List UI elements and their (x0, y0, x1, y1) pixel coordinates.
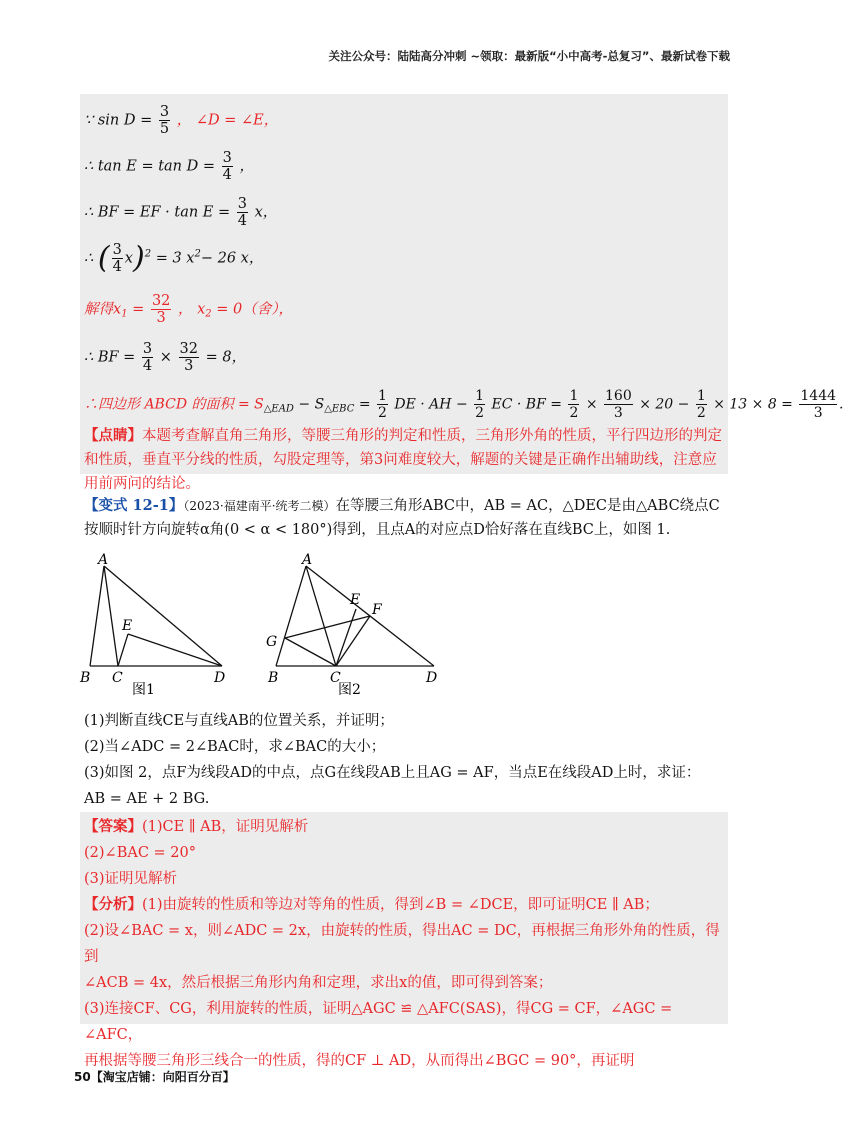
page-footer: 50【淘宝店铺：向阳百分百】 (74, 1070, 235, 1084)
problem-statement: 【变式 12-1】（2023·福建南平·统考二模）在等腰三角形ABC中，AB = AC，△DEC是由△ABC绕点C 按顺时针方向旋转α角(0 < α < 180°)得到，且点A的对应点D恰好落在直线BC上，如图 1. (84, 497, 720, 538)
problem-questions (84, 708, 726, 812)
fig1-label-D: D (214, 670, 226, 686)
fig1-segment-ED (128, 634, 222, 666)
solution-line-6: ∴ BF = $\frac{3}{4}$ × $\frac{32}{3}$ = 8， (84, 341, 247, 374)
page-header: 关注公众号：陆陆高分冲刺 ~领取：最新版“小中高考-总复习”、最新试卷下载 (328, 49, 730, 63)
solution-line-7: ∴四边形 ABCD 的面积 = $S_{\triangle EAD} - S_{\triangle EBC}$ = $\frac{1}{2}$ DE · AH − $\frac{1}{2}$ EC · BF = $\frac{1}{2}$ × $\frac{160}{3}$ × 20 − $\frac{1}{2}$ × 13 × 8 = $\frac{1444}{3}$ (84, 388, 837, 421)
question-1: (1)判断直线CE与直线AB的位置关系，并证明； (84, 713, 394, 729)
solution-line-3: ∴ BF = EF · tan E = $\frac{3}{4}$ x， (84, 196, 278, 229)
fig2-label-C: C (330, 670, 341, 686)
fig2-label-B: B (268, 670, 279, 686)
fig2-segment-AC (306, 566, 336, 666)
question-3b: AB = AE + 2 BG. (84, 791, 210, 807)
answer-section: 【答案】(1)CE ∥ AB，证明见解析 (2)∠BAC = 20° (3)证明见解析 (84, 818, 309, 887)
fig1-label-A: A (98, 552, 109, 568)
fig1-caption: 图1 (132, 682, 155, 698)
analysis-section: 【分析】(1)由旋转的性质和等边对等角的性质，得到∠B = ∠DCE，即可证明CE ∥ AB； (2)设∠BAC = x，则∠ADC = 2x，由旋转的性质，得出AC = DC，再根据三角形外角的性质，得到 ∠ACB = 4x，然后根据三角形内角和定理，求出x的值，即可得到答案； (3)连接CF、CG，利用旋转的性质，证明△AGC ≌ △AFC(SAS)，得CG = CF，∠AGC = ∠AFC， 再根据等腰三角形三线合一的性质，得的CF ⊥ AD，从而得出∠BGC = 90°，再证明 (84, 896, 720, 1069)
solution-line-2: ∴ tan E = tan D = $\frac{3}{4}$ ， (84, 150, 254, 183)
fig2-label-G: G (266, 634, 278, 650)
fig2-label-F: F (372, 602, 382, 618)
fig1-segment-AB (90, 566, 104, 666)
solution-line-5: 解得$x_1$ = $\frac{32}{3}$ ， $x_2 = 0$（舍）， (84, 293, 294, 326)
question-3a: (3)如图 2，点F为线段AD的中点，点G在线段AB上且AG = AF，当点E在线段AD上时，求证： (84, 765, 701, 781)
fig1-segment-AC (104, 566, 118, 666)
fig2-segment-CE (336, 609, 356, 666)
fig1-label-E: E (122, 618, 133, 634)
fig1-label-B: B (80, 670, 91, 686)
fig1-segment-AD (104, 566, 222, 666)
fig1-segment-CE (118, 634, 128, 666)
fig1-label-C: C (112, 670, 123, 686)
question-2: (2)当∠ADC = 2∠BAC时，求∠BAC的大小； (84, 739, 386, 755)
solution-line-4: ∴ ( $\frac{3}{4}$ x)$^2$ = 3 $x^2- 26$ x， (84, 240, 264, 276)
fig2-label-E: E (350, 592, 361, 608)
fig2-label-D: D (426, 670, 438, 686)
comment-block: 【点睛】本题考查解直角三角形，等腰三角形的判定和性质，三角形外角的性质，平行四边形的判定和性质，垂直平分线的性质，勾股定理等，第3问难度较大，解题的关键是正确作出辅助线，注意应用前两问的结论。 (84, 427, 722, 492)
fig2-segment-AB (276, 566, 306, 666)
fig2-label-A: A (302, 552, 313, 568)
fig2-caption: 图2 (338, 682, 361, 698)
figure-2 (262, 552, 442, 697)
solution-line-1: ∵ sin D = $\frac{3}{5}$ ， ∠D = ∠E， (84, 104, 279, 137)
figure-1 (76, 552, 246, 697)
